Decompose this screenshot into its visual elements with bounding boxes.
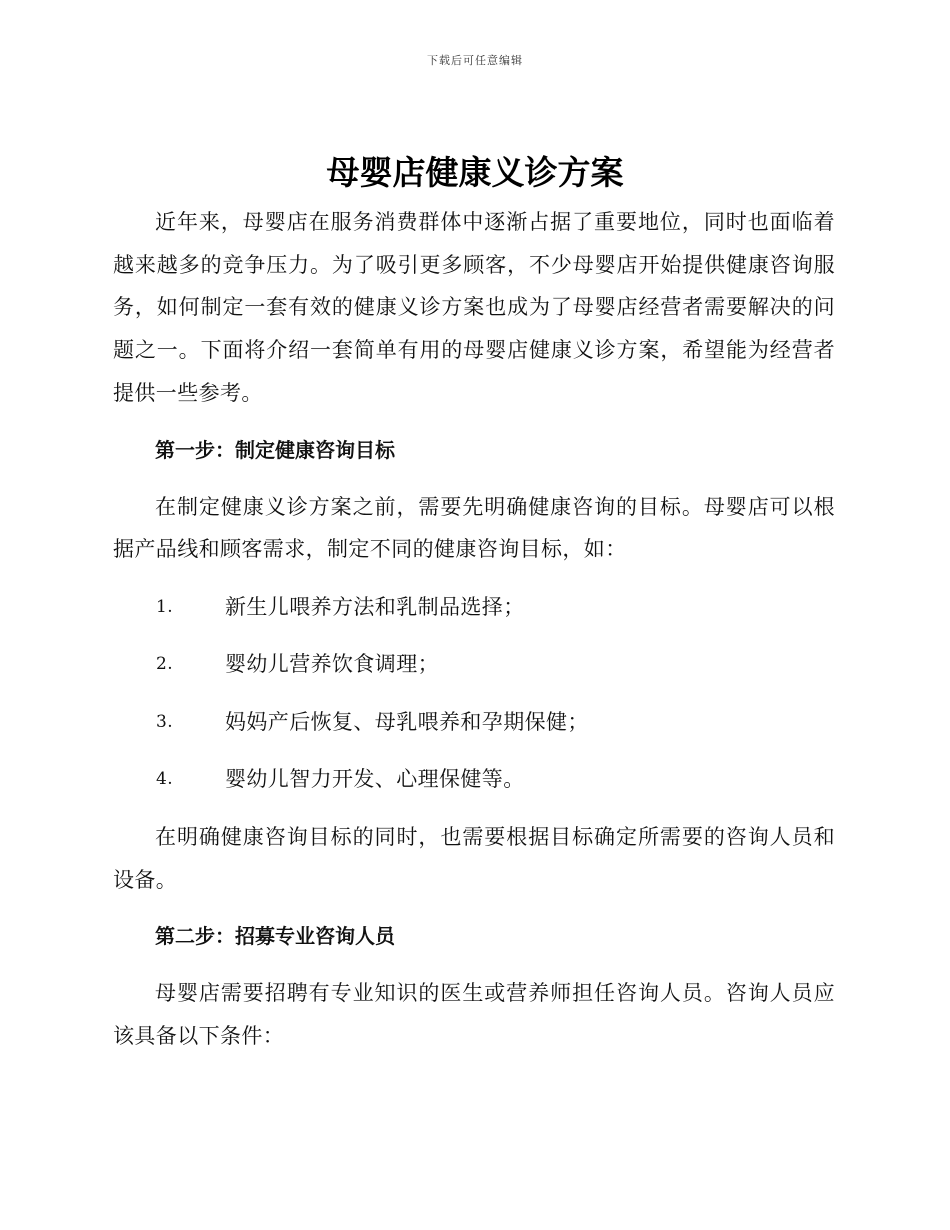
step1-paragraph: 在制定健康义诊方案之前，需要先明确健康咨询的目标。母婴店可以根据产品线和顾客需求，制定不同的健康咨询目标，如： <box>113 494 835 562</box>
goal-list <box>113 586 835 816</box>
list-item-text: 婴幼儿营养饮食调理； <box>225 652 439 677</box>
step1-summary-paragraph: 在明确健康咨询目标的同时，也需要根据目标确定所需要的咨询人员和设备。 <box>113 824 835 892</box>
step2-heading: 第二步：招募专业咨询人员 <box>155 924 395 949</box>
list-item <box>113 586 835 644</box>
list-item-number: 2. <box>156 654 174 675</box>
list-item-text: 婴幼儿智力开发、心理保健等。 <box>225 767 525 792</box>
step1-heading: 第一步：制定健康咨询目标 <box>155 437 395 462</box>
list-item-text: 妈妈产后恢复、母乳喂养和孕期保健； <box>225 709 589 734</box>
document-body <box>113 201 835 1058</box>
list-item-number: 3. <box>156 711 174 732</box>
header-note: 下载后可任意编辑 <box>427 54 523 67</box>
intro-paragraph: 近年来，母婴店在服务消费群体中逐渐占据了重要地位，同时也面临着越来越多的竞争压力。为了吸引更多顾客，不少母婴店开始提供健康咨询服务，如何制定一套有效的健康义诊方案也成为了母婴店经营者需要解决的问题之一。下面将介绍一套简单有用的母婴店健康义诊方案，希望能为经营者提供一些参考。 <box>113 210 835 405</box>
list-item-number: 1. <box>156 596 174 617</box>
step2-paragraph: 母婴店需要招聘有专业知识的医生或营养师担任咨询人员。咨询人员应该具备以下条件： <box>113 981 835 1049</box>
list-item-text: 新生儿喂养方法和乳制品选择； <box>225 594 525 619</box>
list-item <box>113 643 835 701</box>
document-title: 母婴店健康义诊方案 <box>326 153 624 192</box>
list-item-number: 4. <box>156 769 174 790</box>
list-item <box>113 701 835 759</box>
list-item <box>113 758 835 816</box>
